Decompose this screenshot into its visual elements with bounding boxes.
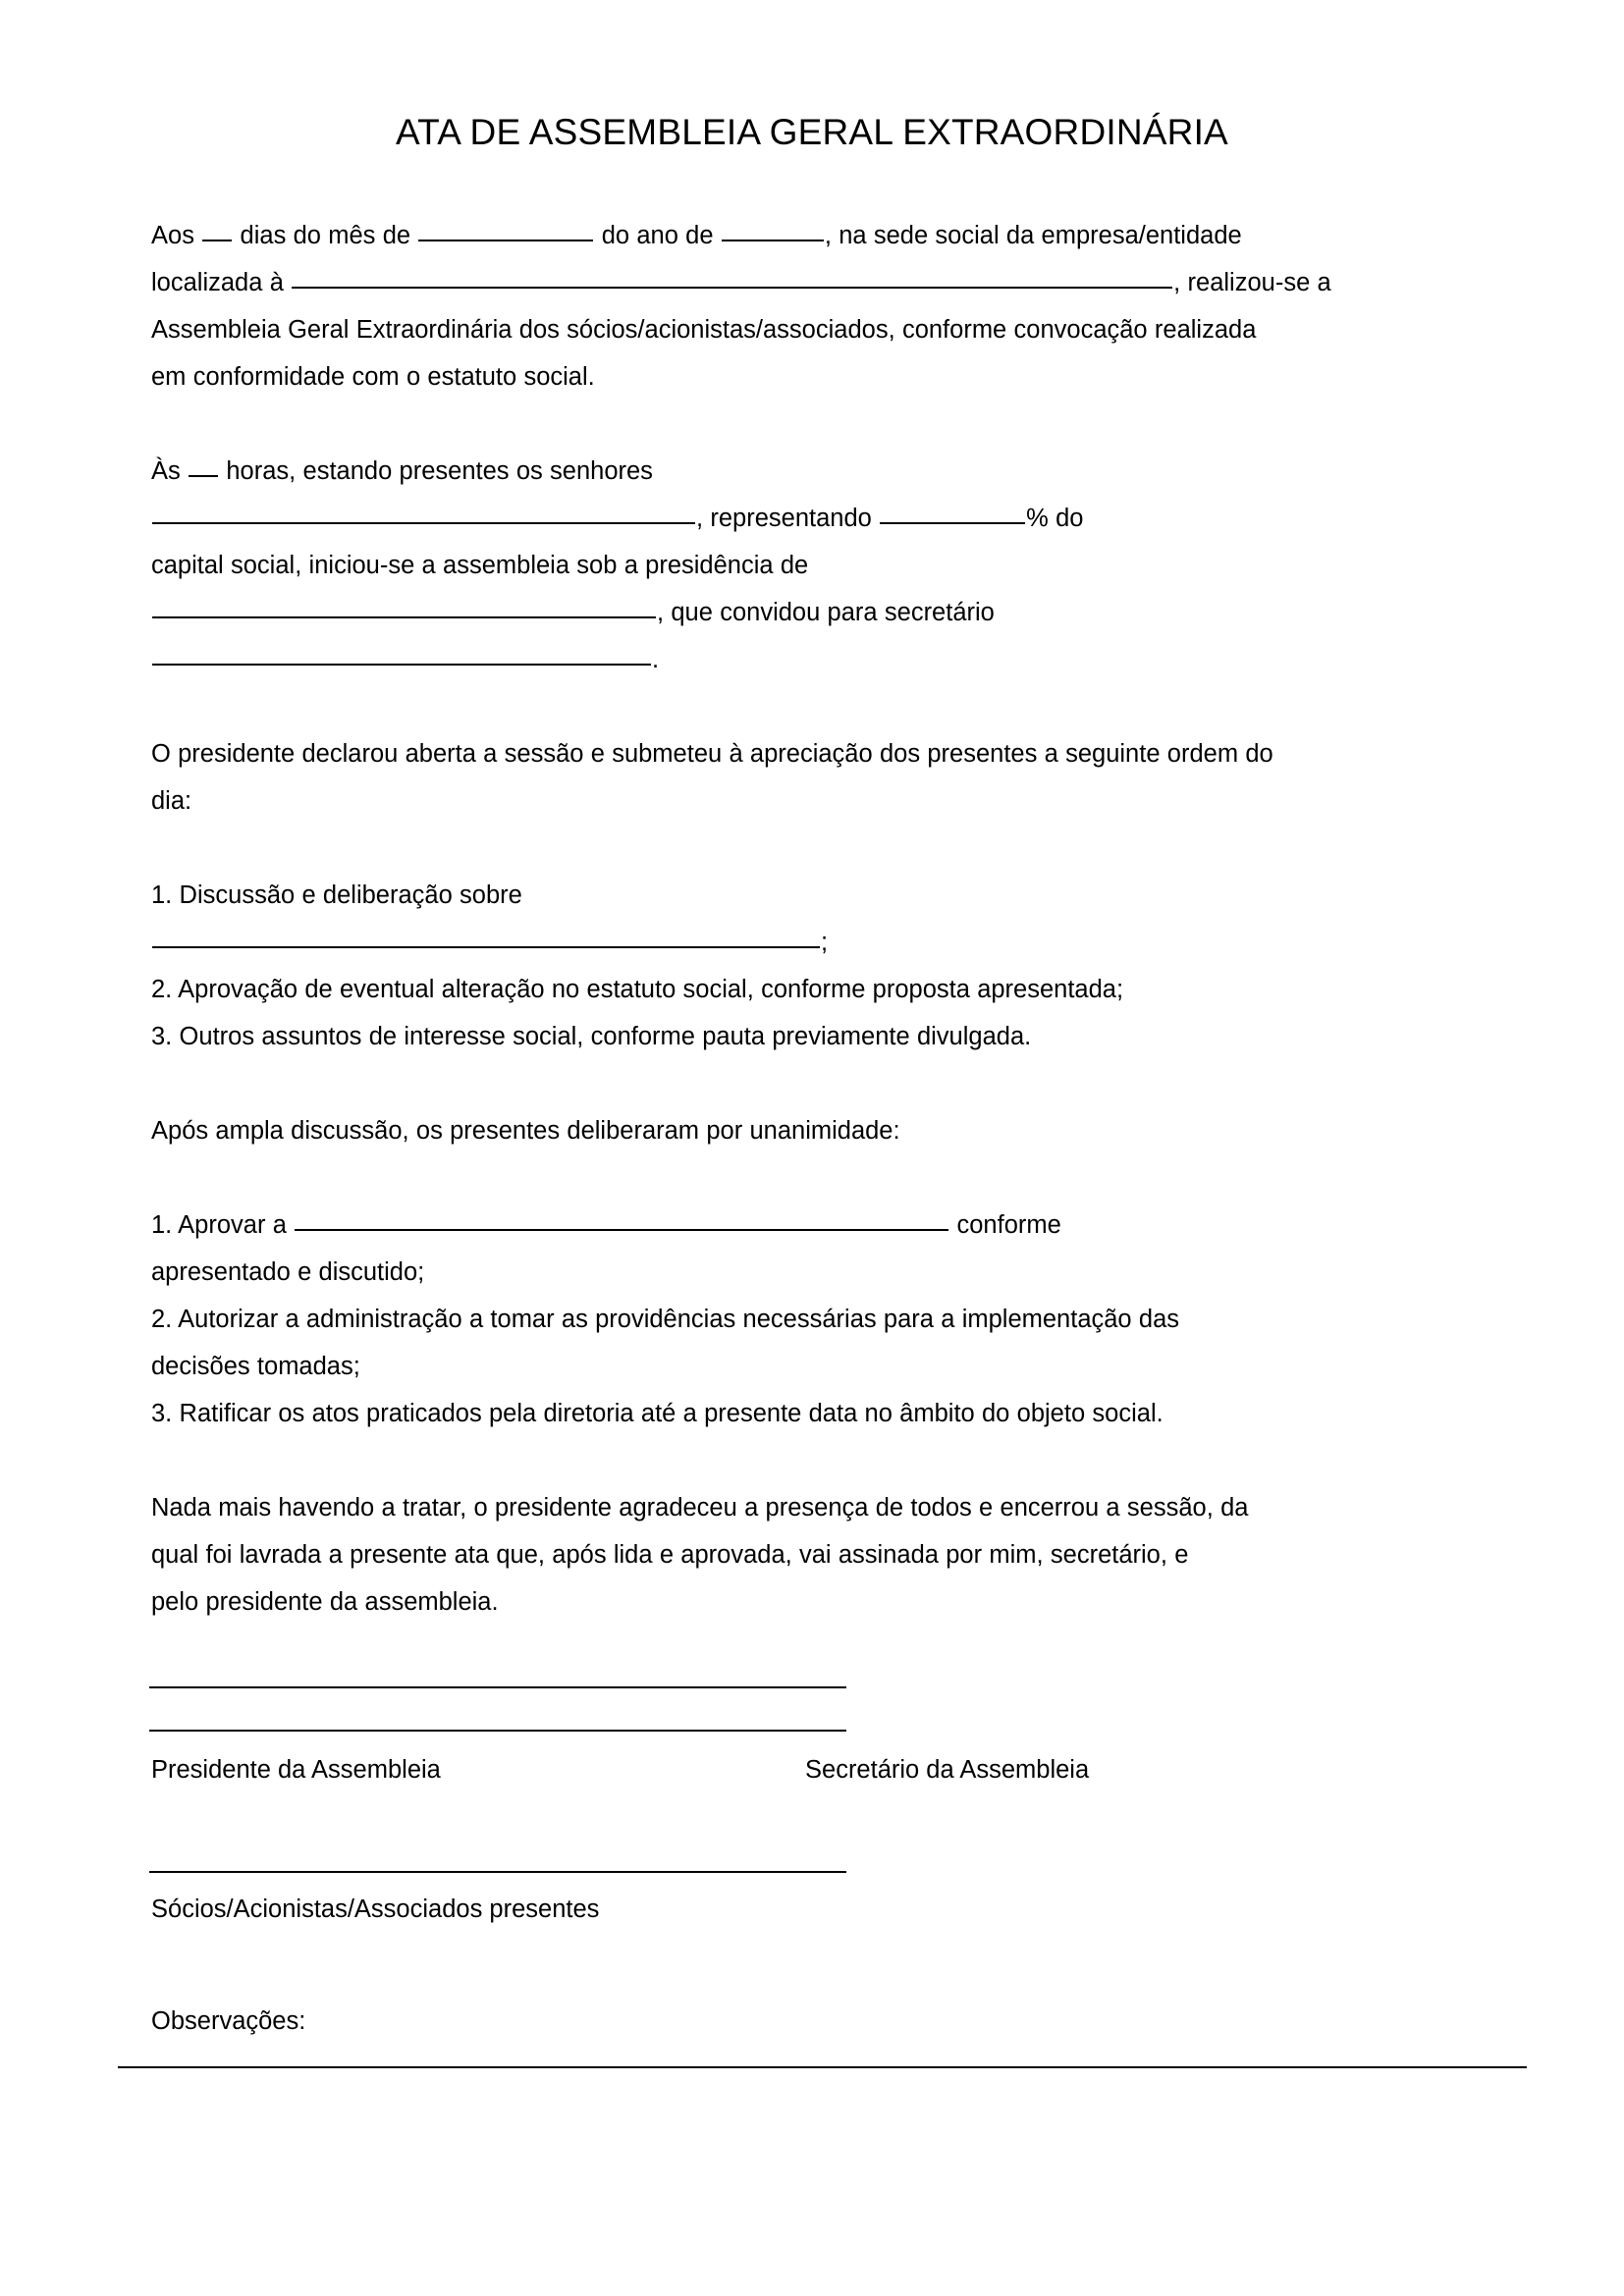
- resolution-3: 3. Ratificar os atos praticados pela diretoria até a presente data no âmbito do objeto social.: [151, 1400, 1164, 1427]
- spacer: [151, 825, 1463, 872]
- spacer: [151, 1437, 1463, 1484]
- blank-dia[interactable]: [202, 221, 232, 241]
- attendance-line2-b: % do: [1026, 505, 1084, 532]
- blank-item1-assunto[interactable]: [152, 928, 820, 948]
- signature-label-secretary: Secretário da Assembleia: [805, 1756, 1090, 1784]
- signature-rule-president[interactable]: [149, 1686, 846, 1688]
- resolution-1-suffix: conforme: [956, 1211, 1061, 1239]
- signature-label-members: Sócios/Acionistas/Associados presentes: [151, 1896, 600, 1923]
- attendance-line3: capital social, iniciou-se a assembleia sob a presidência de: [151, 552, 809, 579]
- agenda-item-2: 2. Aprovação de eventual alteração no estatuto social, conforme proposta apresentada;: [151, 976, 1124, 1003]
- signature-rule-secretary[interactable]: [149, 1730, 846, 1732]
- opening-line1-d: , na sede social da empresa/entidade: [824, 222, 1242, 249]
- spacer: [151, 1060, 1463, 1107]
- blank-ano[interactable]: [722, 221, 824, 241]
- opening-line4: em conformidade com o estatuto social.: [151, 363, 595, 391]
- agenda-intro-line1: O presidente declarou aberta a sessão e submeteu à apreciação dos presentes a seguinte ordem do: [151, 740, 1273, 768]
- opening-line1-c: do ano de: [601, 222, 714, 249]
- attendance-paragraph: [151, 448, 1463, 683]
- spacer: [151, 400, 1463, 448]
- agenda-item-3: 3. Outros assuntos de interesse social, conforme pauta previamente divulgada.: [151, 1023, 1032, 1050]
- closing-line1: Nada mais havendo a tratar, o presidente agradeceu a presença de todos e encerrou a sessão, da: [151, 1494, 1249, 1522]
- resolution-2-line1: 2. Autorizar a administração a tomar as providências necessárias para a implementação das: [151, 1306, 1180, 1333]
- notes-rule[interactable]: [118, 2066, 1527, 2068]
- agenda-item-1: 1. Discussão e deliberação sobre: [151, 881, 522, 909]
- blank-presidente[interactable]: [152, 598, 656, 618]
- blank-endereco[interactable]: [292, 268, 1172, 289]
- document-body: [151, 212, 1463, 1626]
- opening-paragraph: [151, 212, 1463, 400]
- blank-hora[interactable]: [189, 456, 218, 477]
- resolution-1-prefix: 1. Aprovar a: [151, 1211, 287, 1239]
- opening-line2-b: , realizou-se a: [1173, 269, 1331, 296]
- closing-line3: pelo presidente da assembleia.: [151, 1588, 499, 1616]
- agenda-items-list: [151, 872, 1463, 1060]
- page-title: ATA DE ASSEMBLEIA GERAL EXTRAORDINÁRIA: [396, 112, 1228, 152]
- attendance-line2-a: , representando: [696, 505, 872, 532]
- attendance-line5-end: .: [652, 646, 660, 673]
- agenda-intro-paragraph: [151, 730, 1463, 825]
- attendance-line1-a: Às: [151, 457, 181, 485]
- notes-label: Observações:: [151, 2007, 306, 2035]
- opening-line1-b: dias do mês de: [240, 222, 411, 249]
- attendance-line4: , que convidou para secretário: [657, 599, 995, 626]
- blank-aprovar[interactable]: [295, 1210, 948, 1231]
- resolution-1-cont: apresentado e discutido;: [151, 1258, 425, 1286]
- spacer: [151, 1154, 1463, 1201]
- opening-line3: Assembleia Geral Extraordinária dos sócios/acionistas/associados, conforme convocação realizada: [151, 316, 1257, 344]
- agenda-item-1-suffix: ;: [821, 929, 829, 956]
- resolutions-intro: Após ampla discussão, os presentes deliberaram por unanimidade:: [151, 1117, 900, 1145]
- spacer: [151, 683, 1463, 730]
- blank-percentual[interactable]: [880, 504, 1025, 524]
- attendance-line1-b: horas, estando presentes os senhores: [226, 457, 653, 485]
- opening-line2-a: localizada à: [151, 269, 284, 296]
- closing-paragraph: [151, 1484, 1463, 1626]
- agenda-intro-line2: dia:: [151, 787, 192, 815]
- blank-mes[interactable]: [418, 221, 593, 241]
- blank-secretario[interactable]: [152, 645, 651, 666]
- opening-line1-a: Aos: [151, 222, 194, 249]
- signature-label-president: Presidente da Assembleia: [151, 1756, 441, 1784]
- resolutions-list: [151, 1201, 1463, 1437]
- closing-line2: qual foi lavrada a presente ata que, após lida e aprovada, vai assinada por mim, secretário, e: [151, 1541, 1189, 1569]
- signature-rule-members[interactable]: [149, 1871, 846, 1873]
- blank-presentes[interactable]: [152, 504, 695, 524]
- resolution-2-line2: decisões tomadas;: [151, 1353, 360, 1380]
